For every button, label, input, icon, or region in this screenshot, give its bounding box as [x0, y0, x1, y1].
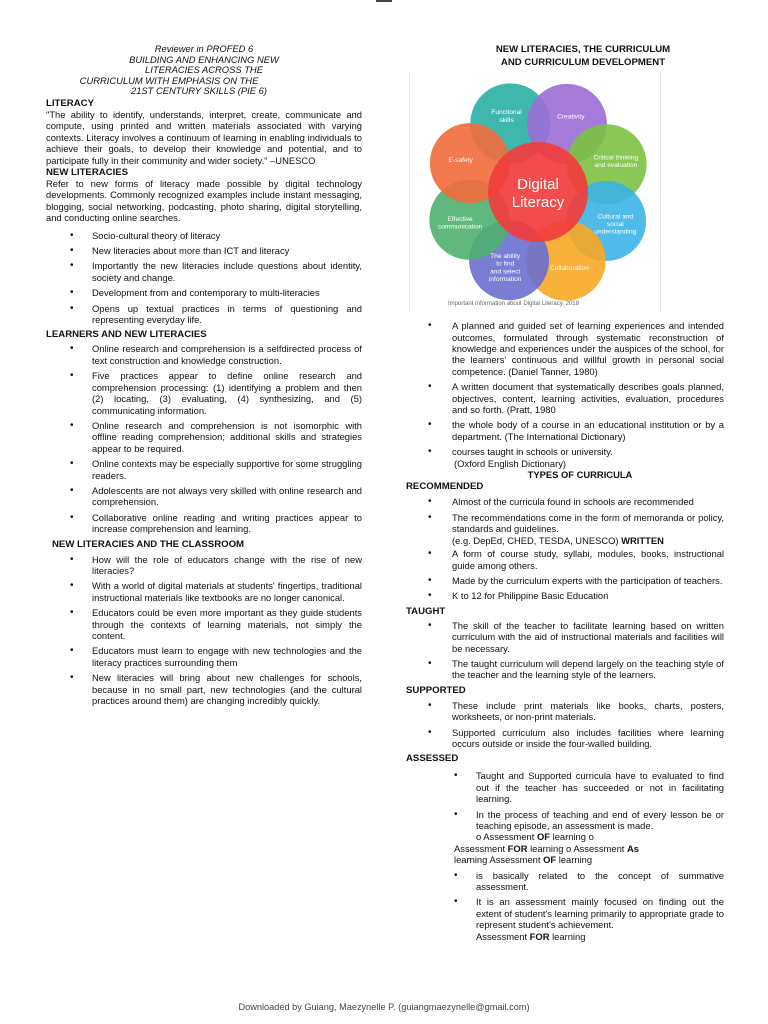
- diagram-petal-label: Critical thinking and evaluation: [593, 154, 639, 170]
- types-heading: TYPES OF CURRICULA: [527, 469, 633, 481]
- top-mark: [376, 0, 392, 2]
- list-item: • Socio-cultural theory of literacy: [46, 230, 362, 241]
- list-item: • In the process of teaching and end of every lesson be or teaching episode, an assessment is made.: [406, 809, 724, 832]
- list-item: • It is an assessment mainly focused on finding out the extent of student's learning primarily to appropriate grade to represent student's achievement.: [406, 896, 724, 930]
- assessed-list: [406, 770, 724, 831]
- assessment-of-list: [406, 870, 724, 931]
- list-item: • The taught curriculum will depend largely on the teaching style of the teacher and the learning style of the learners.: [406, 658, 724, 681]
- list-item: • Supported curriculum also includes facilities where learning occurs outside or inside the four-walled building.: [406, 727, 724, 750]
- header-line: BUILDING AND ENHANCING NEW: [129, 53, 279, 65]
- section-heading-recommended: RECOMMENDED: [406, 481, 484, 493]
- assessment-text: o Assessment: [476, 831, 537, 843]
- list-item: • Almost of the curricula found in schools are recommended: [406, 496, 724, 507]
- list-item: • Opens up textual practices in terms of questioning and representing everyday life.: [46, 303, 362, 326]
- new-literacies-list: [46, 230, 362, 326]
- section-heading-new-literacies: NEW LITERACIES: [46, 167, 129, 178]
- diagram-petal-label: Effective communication: [437, 216, 483, 231]
- list-item: • Made by the curriculum experts with the participation of teachers.: [406, 575, 724, 586]
- right-title: [442, 44, 724, 69]
- assessment-text: learning o Assessment: [527, 842, 627, 854]
- list-item: • Online contexts may be especially supportive for some struggling readers.: [46, 458, 362, 481]
- diagram-petal-label: The ability to find and select information: [488, 253, 522, 284]
- assessment-text: learning: [549, 930, 586, 942]
- diagram-petal-label: Cultural and social understanding: [594, 213, 637, 236]
- list-item: • Adolescents are not always very skilled with online research and comprehension.: [46, 485, 362, 508]
- list-item: • K to 12 for Philippine Basic Education: [406, 590, 724, 601]
- download-footer: Downloaded by Guiang, Maezynelle P. (guiangmaezynelle@gmail.com): [238, 1002, 530, 1012]
- literacy-definition: "The ability to identify, understands, interpret, create, communicate and compute, using printed and written materials associated with varying contexts. Literacy involves a continuum of learning in enabling individuals to achieve their goals, to develop their knowledge and potential, and to participate fully in their community and wider society." –UNESCO: [46, 108, 362, 166]
- section-heading-taught: TAUGHT: [406, 605, 446, 617]
- list-item: • Taught and Supported curricula have to evaluated to find out if the teacher has succeeded or not in facilitating learning.: [406, 770, 724, 804]
- learners-list: [46, 343, 362, 534]
- assessment-sub-line: [406, 831, 724, 842]
- header-line: LITERACIES ACROSS THE: [145, 64, 263, 76]
- assessment-text: Assessment: [454, 842, 508, 854]
- header-line: CURRICULUM WITH EMPHASIS ON THE: [79, 74, 259, 86]
- header-line: Reviewer in PROFED 6: [154, 43, 254, 54]
- digital-literacy-diagram: [409, 72, 661, 312]
- list-item: • Importantly the new literacies include questions about identity, society and change.: [46, 260, 362, 283]
- supported-list: [406, 700, 724, 750]
- list-item: • Online research and comprehension is not isomorphic with offline reading comprehension; additional skills and strategies appear to be required.: [46, 420, 362, 454]
- section-heading-supported: SUPPORTED: [406, 684, 466, 696]
- assessment-end-line: [406, 931, 724, 942]
- list-item: • Educators could be even more important as they guide students through the contexts of learning materials, not simply the content.: [46, 607, 362, 641]
- diagram-center-label: Digital Literacy: [511, 176, 565, 212]
- assessment-text: learning: [556, 854, 593, 866]
- list-item: • Collaborative online reading and writing practices appear to increase comprehension and learning.: [46, 512, 362, 535]
- taught-list: [406, 620, 724, 681]
- right-column: [406, 44, 724, 942]
- list-item: • Educators must learn to engage with new technologies and the literacy practices surrounding them: [46, 645, 362, 668]
- list-item: • is basically related to the concept of summative assessment.: [406, 870, 724, 893]
- list-item-text: The recommendations come in the form of memoranda or policy, standards and guidelines.: [452, 511, 724, 535]
- diagram-petal-label: E-safety: [448, 157, 473, 165]
- list-item: • the whole body of a course in an educational institution or by a department. (The International Dictionary): [406, 419, 724, 442]
- list-item: • These include print materials like books, charts, posters, worksheets, or non-print materials.: [406, 700, 724, 723]
- section-heading-classroom: NEW LITERACIES AND THE CLASSROOM: [52, 538, 245, 550]
- section-heading-assessed: ASSESSED: [406, 753, 459, 765]
- list-item: [406, 512, 724, 546]
- assessment-keyword: As: [627, 842, 639, 854]
- digital-literacy-svg: [410, 72, 662, 312]
- list-item: • New literacies about more than ICT and literacy: [46, 245, 362, 256]
- assessment-sub-line: [406, 843, 724, 854]
- list-item: • The skill of the teacher to facilitate learning based on written curriculum with the aid of instructional materials and facilities will be necessary.: [406, 620, 724, 654]
- curriculum-definitions-list: [406, 320, 724, 457]
- list-item: • A planned and guided set of learning experiences and intended outcomes, formulated through systematic reconstruction of knowledge and experiences under the auspices of the school, for the learners' continuous and willful growth in personal social competence. (Daniel Tanner, 1980): [406, 320, 724, 377]
- section-heading-literacy: LITERACY: [46, 97, 94, 109]
- diagram-petal-label: Functional skills: [491, 109, 522, 124]
- list-item: • A form of course study, syllabi, modules, books, instructional guide among others.: [406, 548, 724, 571]
- list-item: • New literacies will bring about new challenges for schools, because in no small part, new technologies (and the cultural practices around them) are changing incredibly quickly.: [46, 672, 362, 706]
- document-header: [46, 44, 362, 97]
- assessment-text: Assessment: [476, 930, 530, 942]
- assessment-keyword: OF: [543, 854, 557, 866]
- right-title-line: AND CURRICULUM DEVELOPMENT: [500, 56, 666, 68]
- list-item: • How will the role of educators change with the rise of new literacies?: [46, 554, 362, 577]
- assessment-keyword: FOR: [507, 842, 528, 854]
- assessment-keyword: FOR: [529, 930, 550, 942]
- list-item: • With a world of digital materials at students' fingertips, traditional instructional materials like textbooks are no longer canonical.: [46, 580, 362, 603]
- classroom-list: [46, 554, 362, 707]
- right-title-line: NEW LITERACIES, THE CURRICULUM: [495, 44, 671, 55]
- recommended-list: [406, 496, 724, 601]
- list-item: • Online research and comprehension is a selfdirected process of text construction and knowledge construction.: [46, 343, 362, 366]
- list-item: • Development from and contemporary to multi-literacies: [46, 287, 362, 298]
- assessment-keyword: OF: [536, 831, 550, 843]
- section-heading-learners: LEARNERS AND NEW LITERACIES: [46, 329, 207, 341]
- list-item: • courses taught in schools or university.: [406, 446, 724, 457]
- list-item-extra: (e.g. DepEd, CHED, TESDA, UNESCO): [452, 534, 619, 546]
- assessment-text: learning o: [550, 831, 594, 843]
- list-item: • Five practices appear to define online research and comprehension processing: (1) identifying a problem and then (2) locating, (3) evaluating, (4) synthesizing, and (5) communicating information.: [46, 370, 362, 416]
- new-literacies-definition: Refer to new forms of literacy made possible by digital technology developments. Commonly recognized examples include instant messaging, blogging, social networking, podcasting, photo sharing, digital storytelling, and conducting online searches.: [46, 178, 362, 224]
- header-line: 21ST CENTURY SKILLS (PIE 6): [131, 85, 267, 97]
- oxford-citation: (Oxford English Dictionary): [454, 457, 567, 469]
- left-column: [46, 44, 362, 710]
- diagram-caption: Important Information about Digital Literacy, 2018: [448, 300, 579, 307]
- list-item: • A written document that systematically describes goals planned, objectives, content, learning activities, evaluation, procedures and so forth. (Pratt, 1980: [406, 381, 724, 415]
- diagram-petal-label: Collaboration: [550, 265, 589, 273]
- written-label: WRITTEN: [621, 534, 664, 546]
- assessment-sub-line: [406, 854, 724, 865]
- assessment-text: learning Assessment: [454, 854, 544, 866]
- diagram-petal-label: Creativity: [557, 113, 585, 121]
